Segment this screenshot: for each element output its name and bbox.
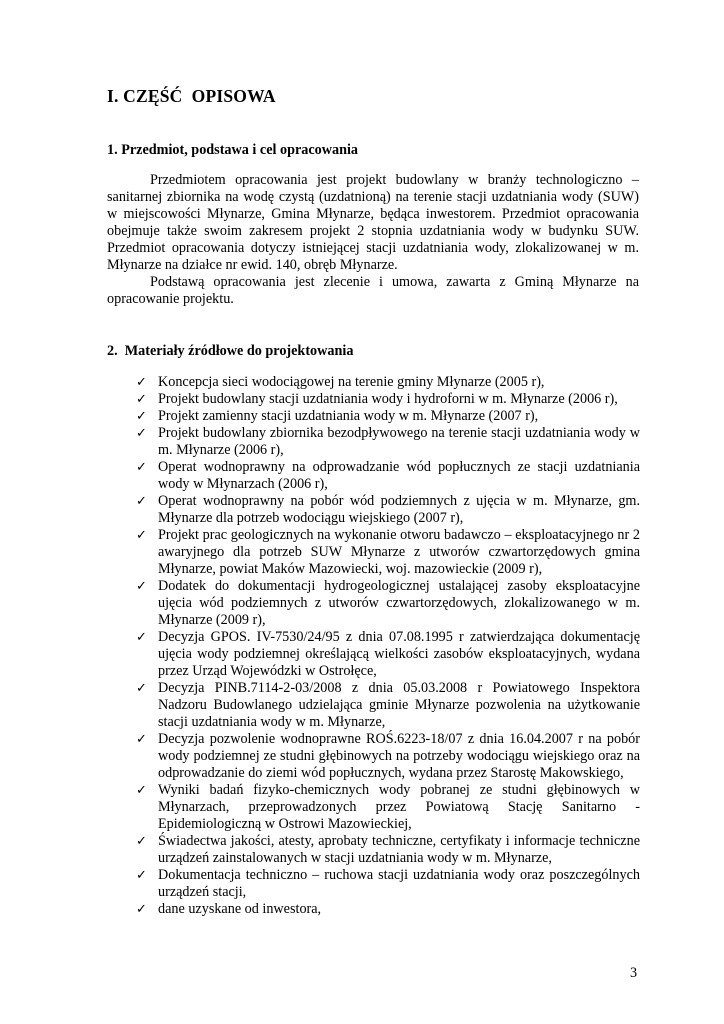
checkmark-icon: ✓ [136, 783, 147, 798]
checkmark-icon: ✓ [136, 392, 147, 407]
list-item: ✓ Wyniki badań fizyko-chemicznych wody pobranej ze studni głębinowych w Młynarzach, przeprowadzonych przez Powiatową Stację Sanitarno - Epidemiologiczną w Ostrowi Mazowieckiej, [136, 782, 640, 832]
source-materials-list [136, 374, 640, 918]
list-item: ✓ Świadectwa jakości, atesty, aprobaty techniczne, certyfikaty i informacje techniczne urządzeń zainstalowanych w stacji uzdatniania wody w m. Młynarze, [136, 833, 640, 866]
checkmark-icon: ✓ [136, 579, 147, 594]
list-item: ✓ Koncepcja sieci wodociągowej na terenie gminy Młynarze (2005 r), [136, 374, 545, 390]
list-item: ✓ Operat wodnoprawny na odprowadzanie wód popłucznych ze stacji uzdatniania wody w Młynarzach (2006 r), [136, 459, 640, 492]
checkmark-icon: ✓ [136, 902, 147, 917]
section-1-title: 1. Przedmiot, podstawa i cel opracowania [107, 142, 359, 158]
list-item: ✓ Decyzja PINB.7114-2-03/2008 z dnia 05.03.2008 r Powiatowego Inspektora Nadzoru Budowlanego udzielająca gminie Młynarze pozwolenia na użytkowanie stacji uzdatniania wody w m. Młynarze, [136, 680, 640, 730]
list-item: ✓ Dokumentacja techniczno – ruchowa stacji uzdatniania wody oraz poszczególnych urządzeń stacji, [136, 867, 640, 900]
list-item: ✓ Projekt budowlany zbiornika bezodpływowego na terenie stacji uzdatniania wody w m. Młynarze (2006 r), [136, 425, 640, 458]
checkmark-icon: ✓ [136, 681, 147, 696]
checkmark-icon: ✓ [136, 732, 147, 747]
checkmark-icon: ✓ [136, 460, 147, 475]
list-item: ✓ Decyzja pozwolenie wodnoprawne ROŚ.6223-18/07 z dnia 16.04.2007 r na pobór wody podziemnej ze studni głębinowych na potrzeby wodociągu wiejskiego oraz na odprowadzanie do ziemi wód popłucznych, wydana przez Starostę Makowskiego, [136, 731, 640, 781]
checkmark-icon: ✓ [136, 494, 147, 509]
list-item: ✓ Projekt prac geologicznych na wykonanie otworu badawczo – eksploatacyjnego nr 2 awaryjnego dla potrzeb SUW Młynarze z utworów czwartorzędowych gmina Młynarze, powiat Maków Mazowiecki, woj. mazowieckie (2009 r), [136, 527, 640, 577]
list-item: ✓ Projekt zamienny stacji uzdatniania wody w m. Młynarze (2007 r), [136, 408, 539, 424]
list-item: ✓ Decyzja GPOS. IV-7530/24/95 z dnia 07.08.1995 r zatwierdzająca dokumentację ujęcia wody podziemnej określającą wielkości zasobów eksploatacyjnych, wydana przez Urząd Wojewódzki w Ostrołęce, [136, 629, 640, 679]
section-1-paragraph-2: Podstawą opracowania jest zlecenie i umowa, zawarta z Gminą Młynarze na opracowanie projektu. [107, 274, 639, 307]
checkmark-icon: ✓ [136, 630, 147, 645]
checkmark-icon: ✓ [136, 409, 147, 424]
checkmark-icon: ✓ [136, 528, 147, 543]
list-item: ✓ dane uzyskane od inwestora, [136, 901, 322, 917]
checkmark-icon: ✓ [136, 834, 147, 849]
page-heading: I. CZĘŚĆ OPISOWA [107, 86, 276, 106]
list-item: ✓ Projekt budowlany stacji uzdatniania wody i hydroforni w m. Młynarze (2006 r), [136, 391, 618, 407]
section-2-title: 2. Materiały źródłowe do projektowania [107, 343, 354, 359]
page-number: 3 [630, 965, 638, 981]
checkmark-icon: ✓ [136, 868, 147, 883]
checkmark-icon: ✓ [136, 375, 147, 390]
checkmark-icon: ✓ [136, 426, 147, 441]
list-item: ✓ Dodatek do dokumentacji hydrogeologicznej ustalającej zasoby eksploatacyjne ujęcia wód podziemnych z utworów czwartorzędowych, zlokalizowanego w m. Młynarze (2009 r), [136, 578, 640, 628]
section-1-paragraph-1: Przedmiotem opracowania jest projekt budowlany w branży technologiczno – sanitarnej zbiornika na wodę czystą (uzdatnioną) na terenie stacji uzdatniania wody (SUW) w miejscowości Młynarze, Gmina Młynarze, będąca inwestorem. Przedmiot opracowania obejmuje także swoim zakresem projekt 2 stopnia uzdatniania wody w budynku SUW. Przedmiot opracowania dotyczy istniejącej stacji uzdatniania wody, zlokalizowanej w m. Młynarze na działce nr ewid. 140, obręb Młynarze. [107, 172, 639, 273]
list-item: ✓ Operat wodnoprawny na pobór wód podziemnych z ujęcia w m. Młynarze, gm. Młynarze dla potrzeb wodociągu wiejskiego (2007 r), [136, 493, 640, 526]
